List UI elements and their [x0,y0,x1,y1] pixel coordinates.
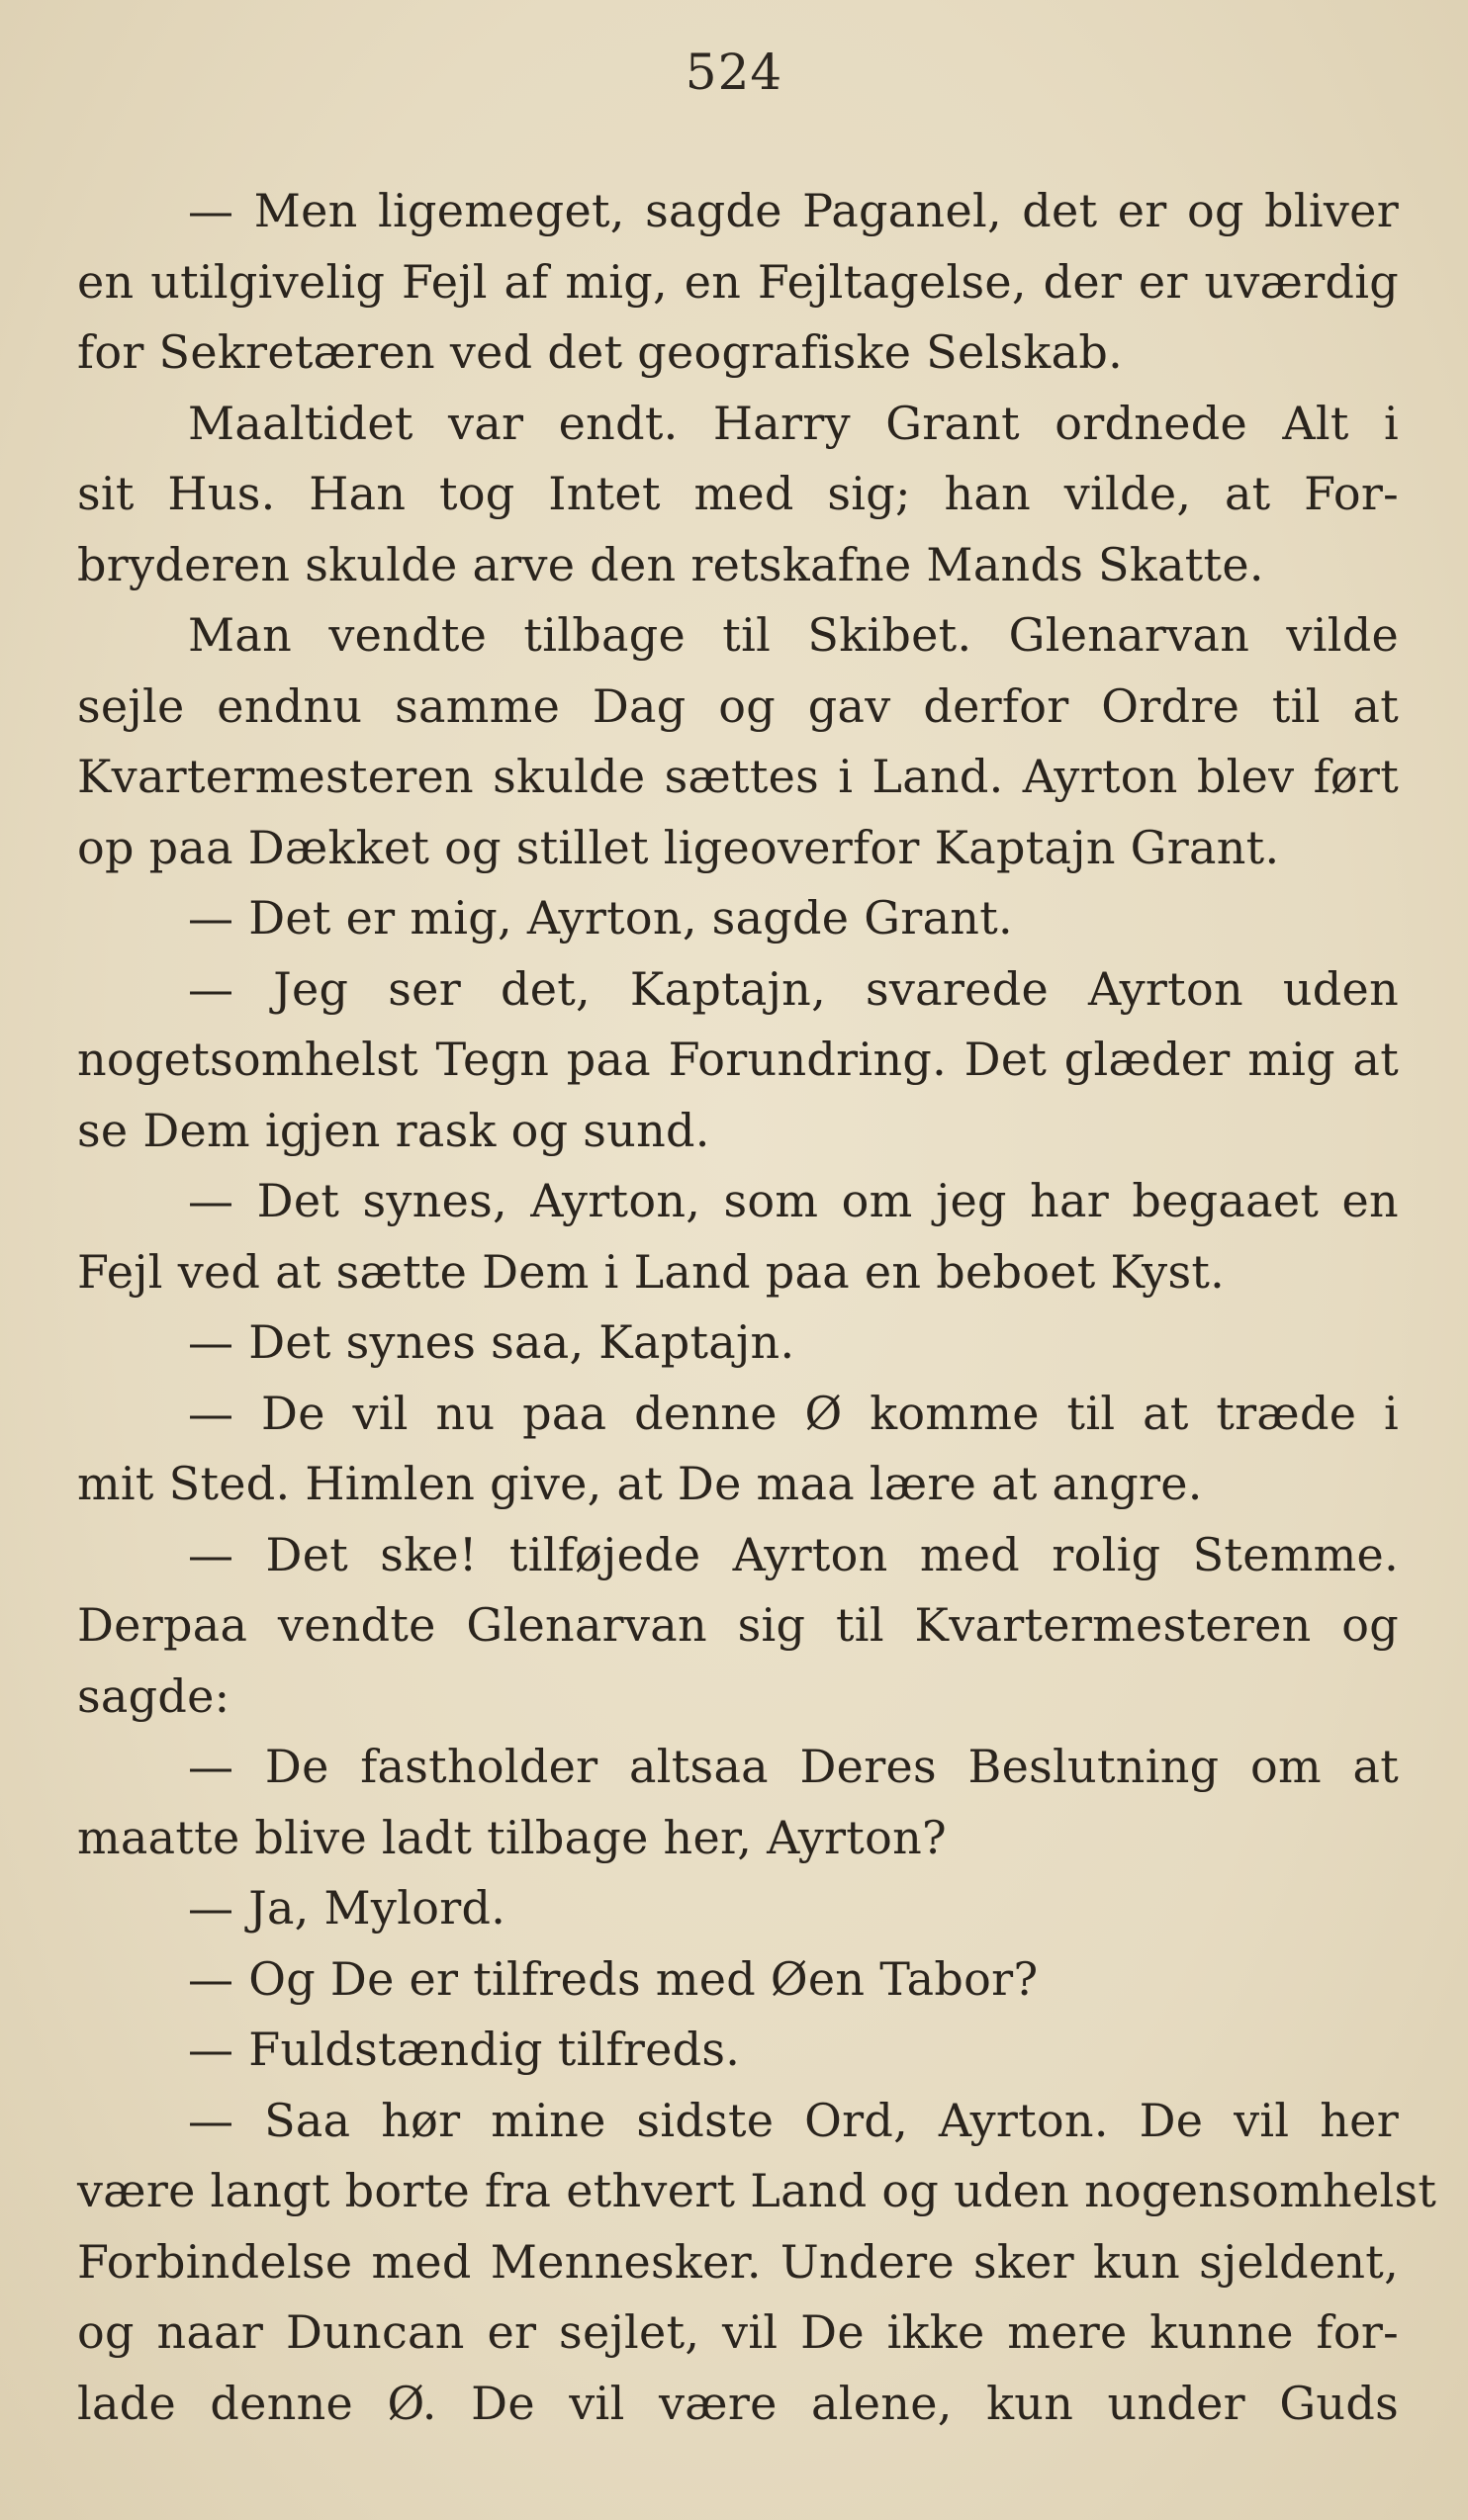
text-line: — Men ligemeget, sagde Paganel, det er og bliver [188,184,1399,237]
text-line: en utilgivelig Fejl af mig, en Fejltagelse, der er uværdig [77,254,1399,309]
text-line: sagde: [77,1668,230,1723]
text-line: lade denne Ø. De vil være alene, kun under Guds [77,2376,1399,2430]
text-line: sejle endnu samme Dag og gav derfor Ordre til at [77,678,1399,733]
text-line: — De vil nu paa denne Ø komme til at træde i [188,1386,1399,1440]
text-line: se Dem igjen rask og sund. [77,1103,710,1157]
text-line: — Det er mig, Ayrton, sagde Grant. [188,891,1013,945]
text-line: op paa Dækket og stillet ligeoverfor Kaptajn Grant. [77,820,1280,874]
text-line: bryderen skulde arve den retskafne Mands Skatte. [77,537,1264,591]
text-line: Kvartermesteren skulde sættes i Land. Ayrton blev ført [77,750,1399,803]
text-line: — Ja, Mylord. [188,1881,506,1935]
text-line: for Sekretæren ved det geografiske Selskab. [77,325,1123,379]
text-line: maatte blive ladt tilbage her, Ayrton? [77,1810,947,1864]
text-line: — Saa hør mine sidste Ord, Ayrton. De vil her [188,2093,1399,2147]
text-line: — Og De er tilfreds med Øen Tabor? [188,1951,1039,2006]
text-line: — Det synes saa, Kaptajn. [188,1315,795,1369]
text-line: nogetsomhelst Tegn paa Forundring. Det glæder mig at [77,1033,1399,1086]
text-line: — Det synes, Ayrton, som om jeg har begaaet en [188,1174,1399,1227]
text-line: Derpaa vendte Glenarvan sig til Kvartermesteren og [77,1598,1399,1652]
text-line: — De fastholder altsaa Deres Beslutning om at [188,1740,1399,1793]
text-line: — Fuldstændig tilfreds. [188,2023,741,2076]
body-text [77,176,1437,2439]
text-line: — Jeg ser det, Kaptajn, svarede Ayrton uden [188,961,1399,1016]
text-line: Man vendte tilbage til Skibet. Glenarvan vilde [188,608,1399,662]
text-line: og naar Duncan er sejlet, vil De ikke mere kunne for- [77,2305,1399,2359]
text-line: Fejl ved at sætte Dem i Land paa en beboet Kyst. [77,1244,1226,1299]
page-number: 524 [685,44,783,101]
text-line: sit Hus. Han tog Intet med sig; han vilde, at For- [77,467,1399,520]
text-line: Forbindelse med Mennesker. Undere sker kun sjeldent, [77,2234,1399,2289]
text-line: mit Sted. Himlen give, at De maa lære at angre. [77,1457,1203,1510]
text-line: være langt borte fra ethvert Land og uden nogensomhelst [77,2164,1437,2217]
text-line: — Det ske! tilføjede Ayrton med rolig Stemme. [188,1527,1399,1581]
text-line: Maaltidet var endt. Harry Grant ordnede Alt i [188,396,1399,450]
